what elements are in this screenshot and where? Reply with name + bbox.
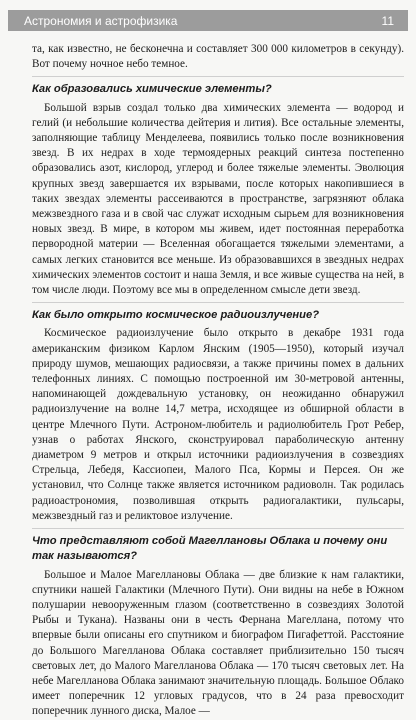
question-heading: Как образовались химические элементы? [32,76,404,97]
page-body [32,42,404,720]
running-header [8,10,408,31]
page-number: 11 [381,13,394,28]
question-heading: Что представляют собой Магеллановы Облака и почему они так называются? [32,528,404,564]
paragraph: Большой взрыв создал только два химических элемента — водород и гелий (и небольшие количества дейтерия и лития). Все остальные элементы, заполняющие таблицу Менделеева, появились только после возникновения звезд. В их недрах в ходе термоядерных реакций синтеза постепенно образовались азот, кислород, углерод и более тяжелые элементы. Эволюция крупных звезд завершается их взрывами, после которых накопившиеся в таких звездах элементы рассеиваются в пространстве, загрязняют облака межзвездного газа и в свой час служат исходным сырьем для возникновения новых звезд. В мире, в котором мы живем, идет постоянная переработка первородной материи — Вселенная обогащается тяжелыми элементами, а самых легких становится все меньше. Из образовавшихся в звездных недрах химических элементов состоит и наша Земля, и все живые существа на ней, в том числе люди. Поэтому все мы в определенном смысле дети звезд. [32,101,404,297]
paragraph: Большое и Малое Магеллановы Облака — две близкие к нам галактики, спутники нашей Галактики (Млечного Пути). Они видны на небе в Южном полушарии невооруженным глазом (соответственно в созвездиях Золотой Рыбы и Тукана). Названы они в честь Фернана Магеллана, потому что впервые были описаны его спутником и биографом Пигафеттой. Расстояние до Большого Магелланова Облака составляет приблизительно 150 тысяч световых лет, до Малого Магелланова Облака — 170 тысяч световых лет. На небе Магелланова Облака занимают значительную площадь. Большое Облако имеет поперечник 12 угловых градусов, что в 24 раза превосходит поперечник лунного диска, Малое — [32,568,404,718]
paragraph: Космическое радиоизлучение было открыто в декабре 1931 года американским физиком Карлом Янским (1905—1950), который изучал природу шумов, мешающих радиосвязи, а также причины помех в дальних телефонных линиях. С помощью построенной им 30-метровой антенны, напоминающей дождевальную установку, он неожиданно обнаружил радиоизлучение на волне 14,7 метра, исходящее из обширной области в центре Млечного Пути. Астроном-любитель и радиолюбитель Грот Ребер, узнав о работах Янского, сконструировал параболическую антенну диаметром 9 метров и открыл источники радиоизлучения в созвездиях Стрельца, Лебедя, Кассиопеи, Малого Пса, Кормы и Персея. Он же установил, что Солнце также является источником радиоволн. Так родилась радиоастрономия, позволившая открыть радиогалактики, пульсары, межзвездный газ и реликтовое излучение. [32,327,404,522]
paragraph: та, как известно, не бесконечна и составляет 300 000 километров в секунду). Вот почему ночное небо темное. [32,43,404,71]
running-header-title: Астрономия и астрофизика [24,13,178,28]
question-heading: Как было открыто космическое радиоизлучение? [32,302,404,323]
